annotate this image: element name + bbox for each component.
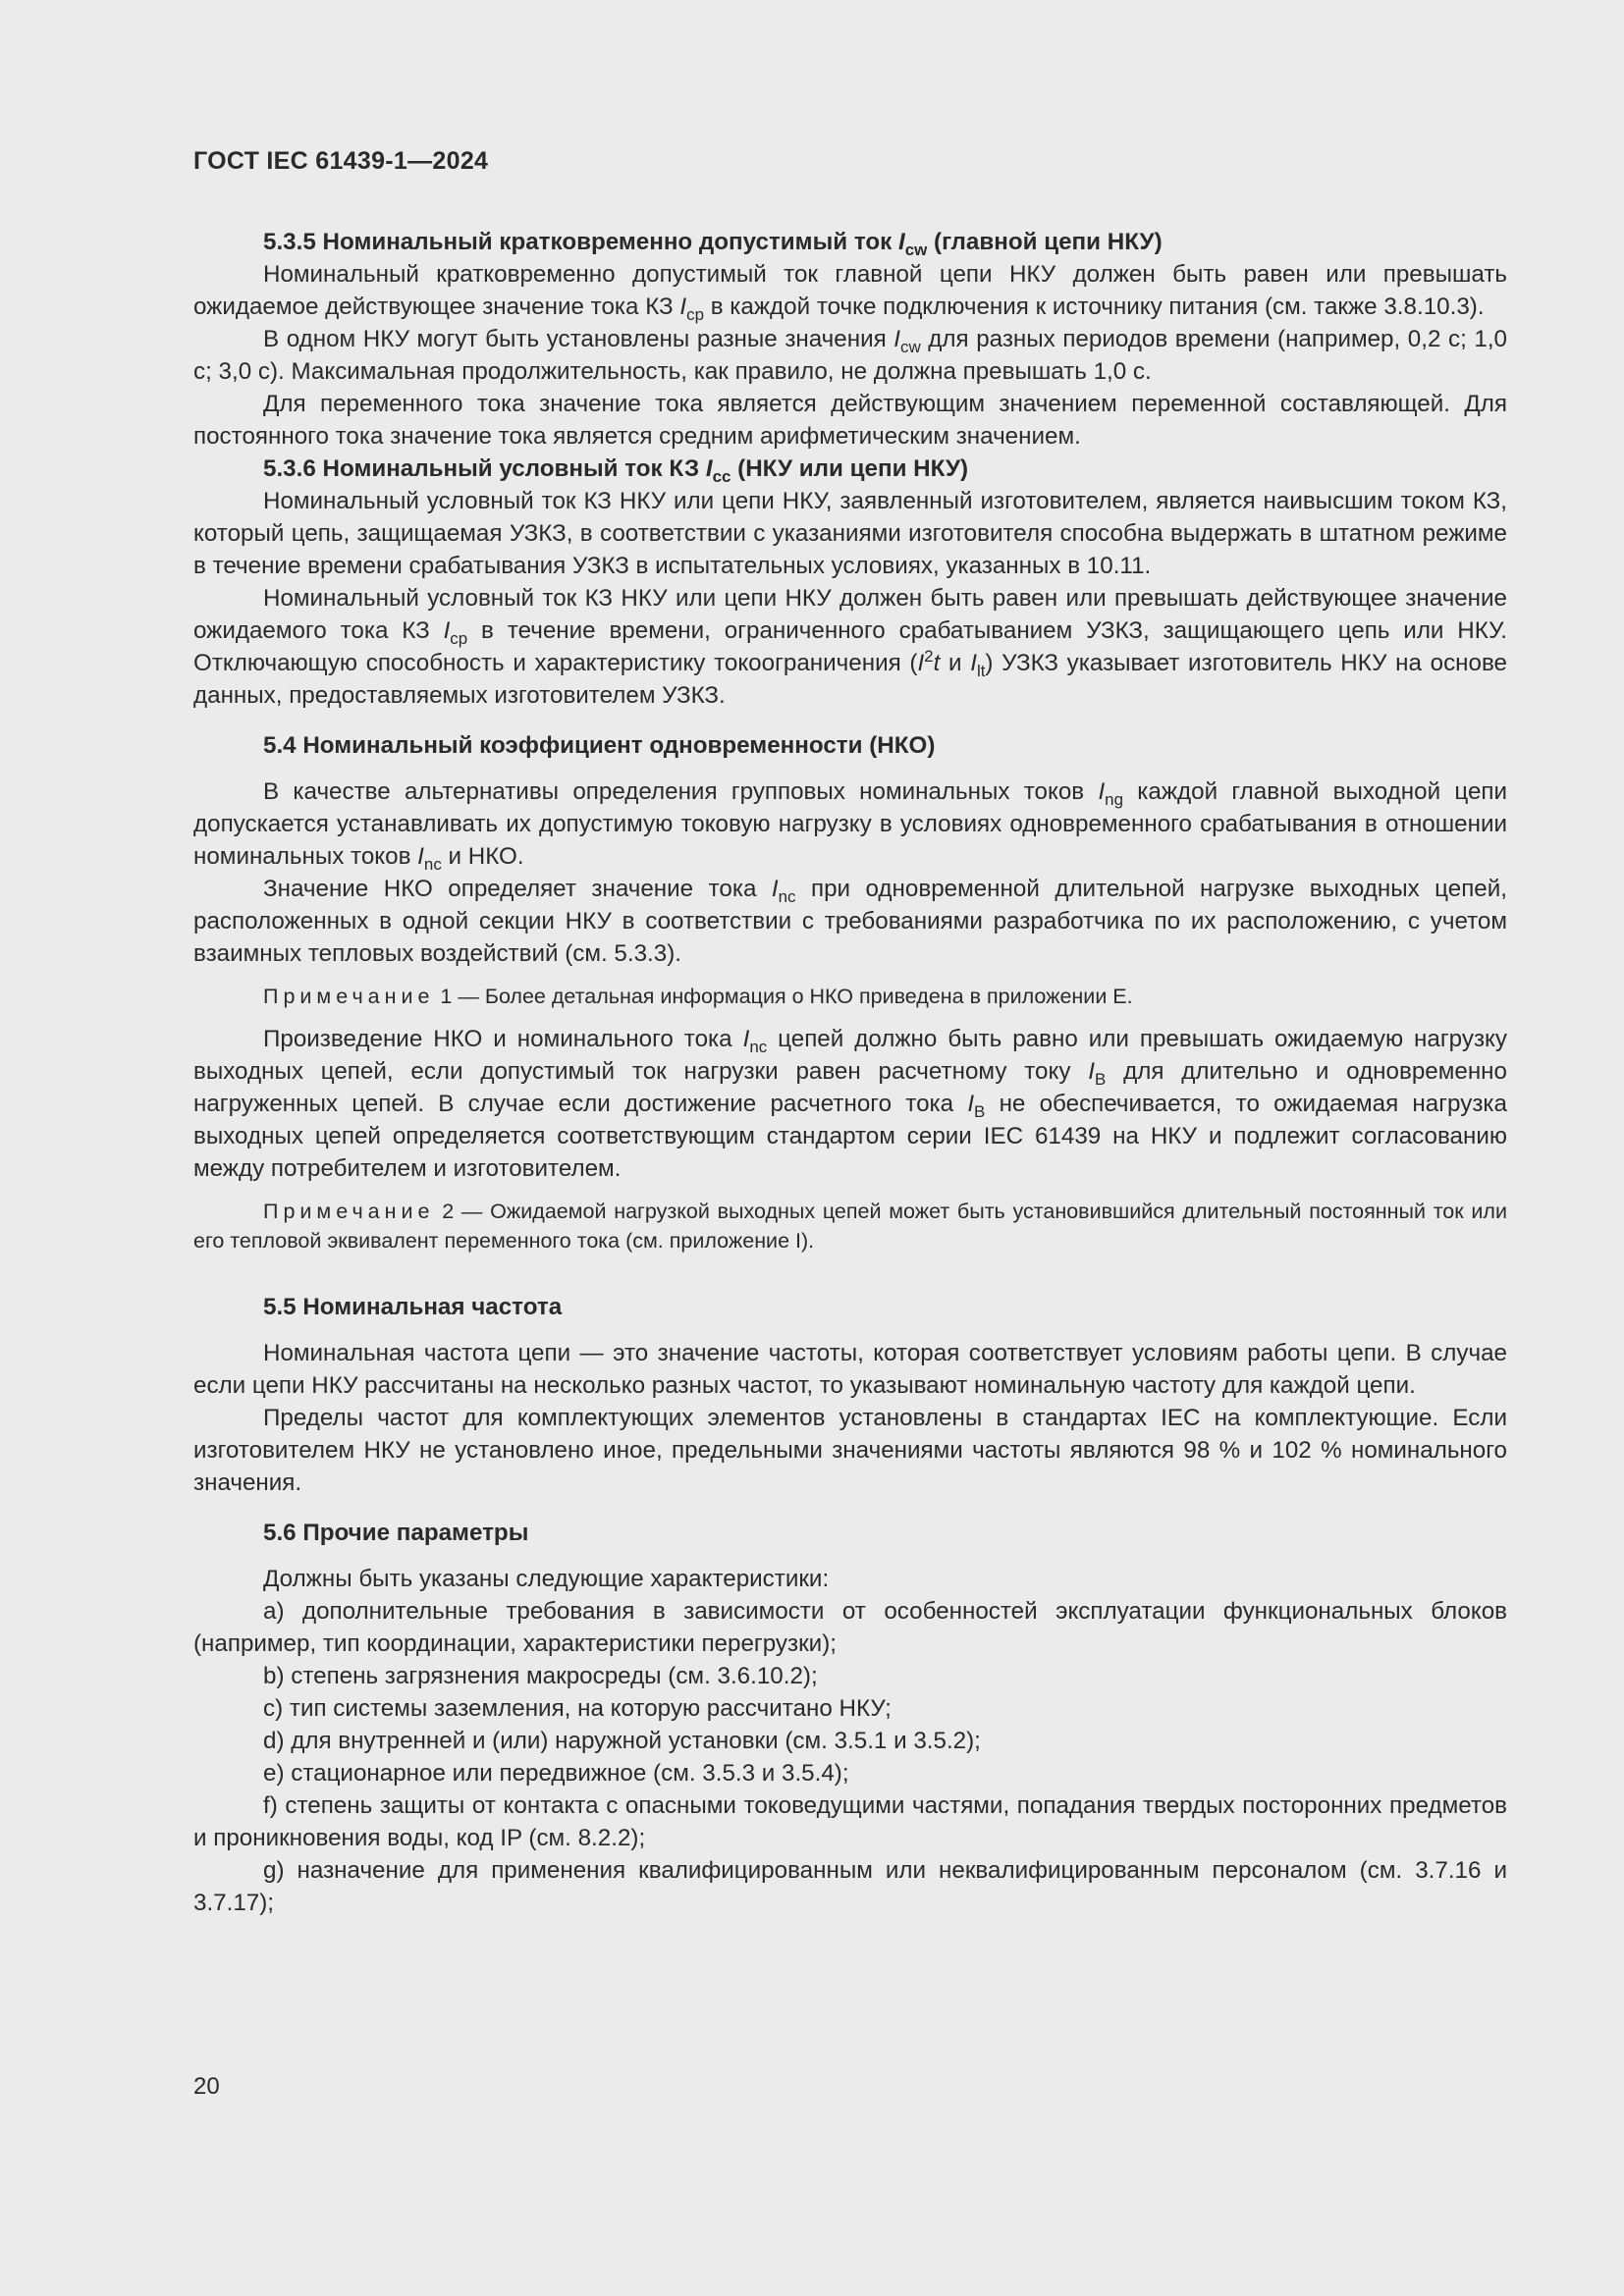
document-body xyxy=(193,226,1507,1919)
paragraph: Значение НКО определяет значение тока $I_{nc}$ при одновременной длительной нагрузке выходных цепей, расположенных в одной секции НКУ в соответствии с требованиями разработчика по их расположению, с учетом взаимных тепловых воздействий (см. 5.3.3). xyxy=(193,876,1507,967)
section-5-3-5-title: 5.3.5 Номинальный кратковременно допустимый ток $I_{cw}$ (главной цепи НКУ) xyxy=(263,229,1163,259)
paragraph: Пределы частот для комплектующих элементов установлены в стандартах IEC на комплектующие. Если изготовителем НКУ не установлено иное, предельными значениями частоты являются 98 % и 102 % номинального значения. xyxy=(193,1405,1507,1496)
document-header: ГОСТ IEC 61439-1—2024 xyxy=(193,147,489,175)
list-item: a) дополнительные требования в зависимости от особенностей эксплуатации функциональных блоков (например, тип координации, характеристики перегрузки); xyxy=(193,1598,1507,1657)
list-item: b) степень загрязнения макросреды (см. 3.6.10.2); xyxy=(263,1663,818,1689)
paragraph: Номинальный условный ток КЗ НКУ или цепи НКУ, заявленный изготовителем, является наивысшим током КЗ, который цепь, защищаемая УЗКЗ, в соответствии с указаниями изготовителя способна выдержать в штатном режиме в течение времени срабатывания УЗКЗ в испытательных условиях, указанных в 10.11. xyxy=(193,488,1507,579)
list-item: d) для внутренней и (или) наружной установки (см. 3.5.1 и 3.5.2); xyxy=(263,1728,981,1754)
paragraph: Номинальная частота цепи — это значение частоты, которая соответствует условиям работы цепи. В случае если цепи НКУ рассчитаны на несколько разных частот, то указывают номинальную частоту для каждой цепи. xyxy=(193,1340,1507,1399)
paragraph: Произведение НКО и номинального тока $I_{nc}$ цепей должно быть равно или превышать ожидаемую нагрузку выходных цепей, если допустимый ток нагрузки равен расчетному току $I_B$ для длительно и одновременно нагруженных цепей. В случае если достижение расчетного тока $I_B$ не обеспечивается, то ожидаемая нагрузка выходных цепей определяется соответствующим стандартом серии IEC 61439 на НКУ и подлежит согласованию между потребителем и изготовителем. xyxy=(193,1026,1507,1182)
paragraph: Должны быть указаны следующие характеристики: xyxy=(263,1566,830,1592)
page-number: 20 xyxy=(193,2073,220,2100)
paragraph: Номинальный кратковременно допустимый ток главной цепи НКУ должен быть равен или превышать ожидаемое действующее значение тока КЗ $I_{cp}$ в каждой точке подключения к источнику питания (см. также 3.8.10.3). xyxy=(193,261,1507,324)
section-5-5-title: 5.5 Номинальная частота xyxy=(263,1294,563,1320)
note-label: Примечание xyxy=(263,1200,435,1223)
paragraph: В одном НКУ могут быть установлены разные значения $I_{cw}$ для разных периодов времени (например, 0,2 с; 1,0 с; 3,0 с). Максимальная продолжительность, как правило, не должна превышать 1,0 с. xyxy=(193,326,1507,385)
list-item: f) степень защиты от контакта с опасными токоведущими частями, попадания твердых посторонних предметов и проникновения воды, код IP (см. 8.2.2); xyxy=(193,1792,1507,1851)
section-5-6-title: 5.6 Прочие параметры xyxy=(263,1520,529,1546)
paragraph: Номинальный условный ток КЗ НКУ или цепи НКУ должен быть равен или превышать действующее значение ожидаемого тока КЗ $I_{cp}$ в течение времени, ограниченного срабатыванием УЗКЗ, защищающего цепь или НКУ. Отключающую способность и характеристику токоограничения ($I^2t$ и $I_{lt}$) УЗКЗ указывает изготовитель НКУ на основе данных, предоставляемых изготовителем УЗКЗ. xyxy=(193,585,1508,709)
paragraph: В качестве альтернативы определения групповых номинальных токов $I_{ng}$ каждой главной выходной цепи допускается устанавливать их допустимую токовую нагрузку в условиях одновременного срабатывания в отношении номинальных токов $I_{nc}$ и НКО. xyxy=(193,778,1508,874)
list-item: c) тип системы заземления, на которую рассчитано НКУ; xyxy=(263,1695,892,1722)
list-item: g) назначение для применения квалифицированным или неквалифицированным персоналом (см. 3.7.16 и 3.7.17); xyxy=(193,1857,1507,1916)
note-1: Примечание 1 — Более детальная информация о НКО приведена в приложении E. xyxy=(263,985,1133,1008)
note-2: Примечание 2 — Ожидаемой нагрузкой выходных цепей может быть установившийся длительный постоянный ток или его тепловой эквивалент переменного тока (см. приложение I). xyxy=(193,1200,1507,1253)
list-item: e) стационарное или передвижное (см. 3.5.3 и 3.5.4); xyxy=(263,1760,849,1787)
paragraph: Для переменного тока значение тока является действующим значением переменной составляющей. Для постоянного тока значение тока является средним арифметическим значением. xyxy=(193,391,1507,450)
section-5-4-title: 5.4 Номинальный коэффициент одновременности (НКО) xyxy=(263,732,936,759)
note-label: Примечание xyxy=(263,985,435,1008)
section-5-3-6-title: 5.3.6 Номинальный условный ток КЗ $I_{cc}$ (НКУ или цепи НКУ) xyxy=(263,455,969,486)
